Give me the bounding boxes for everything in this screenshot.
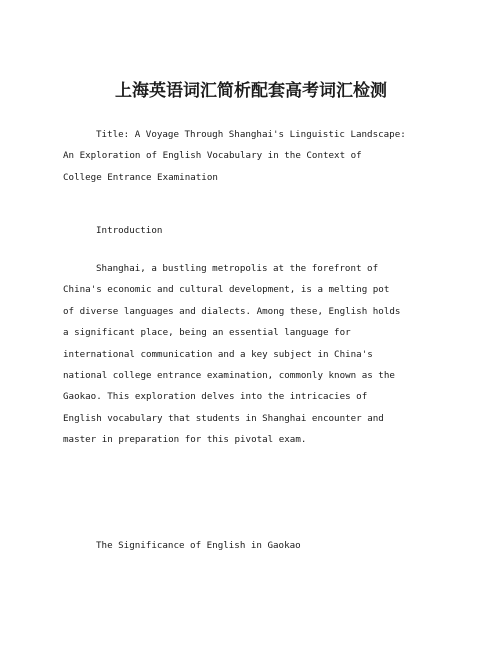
article-title-line: College Entrance Examination: [63, 171, 218, 183]
paragraph-line: Gaokao. This exploration delves into the intricacies of: [63, 391, 368, 403]
paragraph-line: English vocabulary that students in Shanghai encounter and: [63, 412, 384, 424]
article-title-line: Title: A Voyage Through Shanghai's Linguistic Landscape:: [96, 129, 406, 140]
article-title: [63, 124, 441, 188]
paragraph-line: a significant place, being an essential language for: [63, 327, 351, 339]
section-heading-significance: [63, 535, 441, 556]
section-heading-introduction: [63, 220, 441, 241]
section-heading: Introduction: [96, 225, 163, 236]
paragraph-line: international communication and a key subject in China's: [63, 348, 373, 360]
article-title-line: An Exploration of English Vocabulary in the Context of: [63, 150, 362, 162]
intro-paragraph: [63, 258, 441, 451]
document-title: 上海英语词汇简析配套高考词汇检测: [115, 81, 387, 101]
paragraph-line: Shanghai, a bustling metropolis at the forefront of: [96, 263, 379, 274]
section-heading: The Significance of English in Gaokao: [96, 540, 301, 551]
paragraph-line: of diverse languages and dialects. Among these, English holds: [63, 305, 401, 317]
paragraph-line: national college entrance examination, commonly known as the: [63, 370, 395, 382]
paragraph-line: master in preparation for this pivotal exam.: [63, 434, 307, 446]
paragraph-line: China's economic and cultural development, is a melting pot: [63, 284, 390, 296]
